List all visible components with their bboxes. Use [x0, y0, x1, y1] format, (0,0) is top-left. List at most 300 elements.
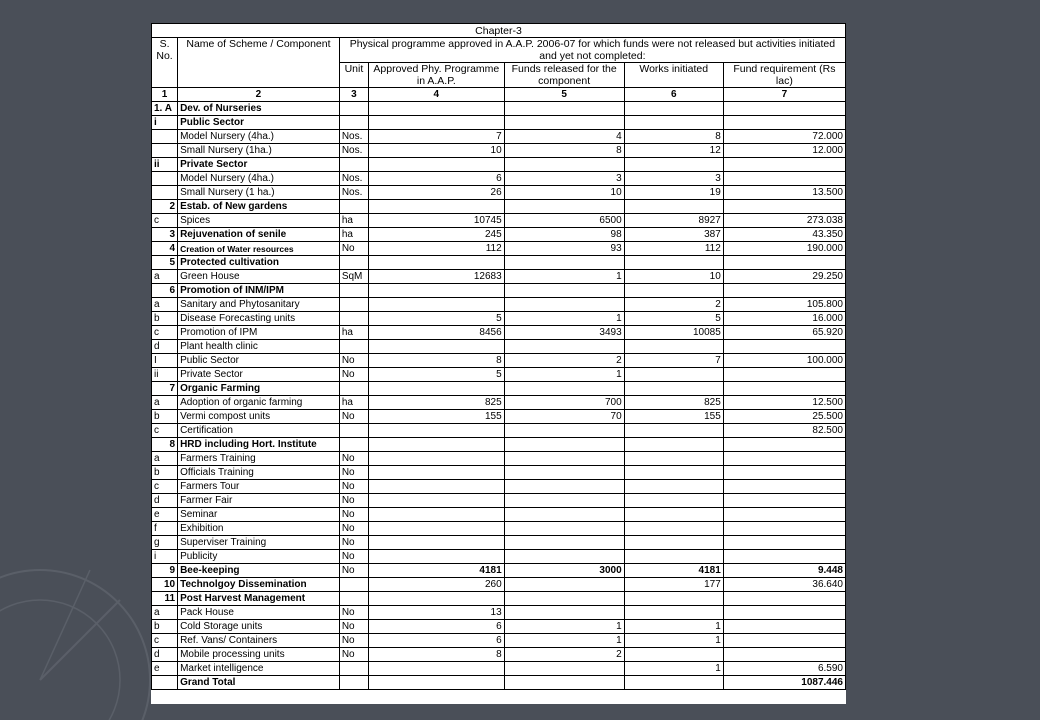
row-funds: 2	[504, 648, 624, 662]
row-name: Disease Forecasting units	[178, 312, 340, 326]
table-row	[152, 522, 846, 536]
table-row	[152, 424, 846, 438]
row-unit: No	[339, 564, 368, 578]
col-index: 7	[723, 88, 845, 102]
row-funds: 8	[504, 144, 624, 158]
row-unit: No	[339, 508, 368, 522]
row-requirement	[723, 200, 845, 214]
row-sno: I	[152, 354, 178, 368]
row-approved	[369, 550, 505, 564]
row-approved	[369, 662, 505, 676]
row-unit: Nos.	[339, 144, 368, 158]
row-funds	[504, 438, 624, 452]
row-approved	[369, 158, 505, 172]
table-row	[152, 620, 846, 634]
row-name: Farmers Training	[178, 452, 340, 466]
row-name: Seminar	[178, 508, 340, 522]
row-unit	[339, 312, 368, 326]
row-sno	[152, 676, 178, 690]
row-sno: ii	[152, 158, 178, 172]
row-funds	[504, 676, 624, 690]
table-row	[152, 634, 846, 648]
row-approved: 6	[369, 172, 505, 186]
table-row	[152, 256, 846, 270]
row-requirement: 72.000	[723, 130, 845, 144]
row-funds	[504, 452, 624, 466]
row-name: Rejuvenation of senile	[178, 228, 340, 242]
row-unit: No	[339, 410, 368, 424]
row-unit: Nos.	[339, 186, 368, 200]
row-funds	[504, 424, 624, 438]
row-approved: 8	[369, 648, 505, 662]
row-unit	[339, 438, 368, 452]
row-requirement	[723, 536, 845, 550]
row-works	[624, 466, 723, 480]
header-sno: S. No.	[152, 38, 178, 88]
table-row	[152, 648, 846, 662]
row-name: Public Sector	[178, 354, 340, 368]
row-approved	[369, 438, 505, 452]
row-approved: 825	[369, 396, 505, 410]
row-approved: 6	[369, 634, 505, 648]
row-approved: 13	[369, 606, 505, 620]
col-index: 3	[339, 88, 368, 102]
row-name: Technolgoy Dissemination	[178, 578, 340, 592]
row-approved: 260	[369, 578, 505, 592]
row-approved: 112	[369, 242, 505, 256]
row-unit	[339, 578, 368, 592]
row-approved	[369, 676, 505, 690]
row-unit	[339, 424, 368, 438]
row-sno: b	[152, 312, 178, 326]
row-name: Mobile processing units	[178, 648, 340, 662]
row-name: Grand Total	[178, 676, 340, 690]
row-works	[624, 116, 723, 130]
col-index: 1	[152, 88, 178, 102]
row-unit: No	[339, 354, 368, 368]
row-works	[624, 256, 723, 270]
table-row	[152, 354, 846, 368]
table-row	[152, 564, 846, 578]
table-row	[152, 284, 846, 298]
row-works	[624, 592, 723, 606]
row-funds: 1	[504, 620, 624, 634]
row-approved	[369, 480, 505, 494]
row-requirement	[723, 522, 845, 536]
header-physical: Physical programme approved in A.A.P. 2006-07 for which funds were not released but activities initiated and yet not completed:	[339, 38, 845, 63]
row-requirement	[723, 550, 845, 564]
row-requirement: 25.500	[723, 410, 845, 424]
row-works	[624, 200, 723, 214]
row-unit: SqM	[339, 270, 368, 284]
table-row	[152, 550, 846, 564]
table-row	[152, 158, 846, 172]
row-sno: 2	[152, 200, 178, 214]
row-unit: No	[339, 606, 368, 620]
row-works: 1	[624, 662, 723, 676]
row-funds	[504, 550, 624, 564]
row-sno: g	[152, 536, 178, 550]
row-sno: 3	[152, 228, 178, 242]
row-approved: 8	[369, 354, 505, 368]
row-unit: No	[339, 452, 368, 466]
row-works: 8927	[624, 214, 723, 228]
row-sno: b	[152, 466, 178, 480]
row-sno: i	[152, 116, 178, 130]
row-works	[624, 158, 723, 172]
row-approved: 5	[369, 368, 505, 382]
table-row	[152, 102, 846, 116]
row-sno: 7	[152, 382, 178, 396]
row-funds	[504, 662, 624, 676]
row-name: Small Nursery (1ha.)	[178, 144, 340, 158]
table-row	[152, 592, 846, 606]
row-name: Private Sector	[178, 368, 340, 382]
row-name: Certification	[178, 424, 340, 438]
row-approved	[369, 116, 505, 130]
row-works: 3	[624, 172, 723, 186]
row-name: Protected cultivation	[178, 256, 340, 270]
row-sno	[152, 172, 178, 186]
table-row	[152, 172, 846, 186]
row-unit	[339, 256, 368, 270]
col-index: 4	[369, 88, 505, 102]
spreadsheet-sheet	[151, 23, 846, 704]
row-unit: ha	[339, 228, 368, 242]
row-requirement	[723, 340, 845, 354]
row-unit	[339, 102, 368, 116]
row-sno: 6	[152, 284, 178, 298]
header-unit: Unit	[339, 63, 368, 88]
row-approved	[369, 494, 505, 508]
row-unit: No	[339, 242, 368, 256]
row-unit: Nos.	[339, 130, 368, 144]
row-approved	[369, 452, 505, 466]
table-row	[152, 312, 846, 326]
row-funds	[504, 298, 624, 312]
row-requirement: 13.500	[723, 186, 845, 200]
row-unit: No	[339, 466, 368, 480]
row-approved: 6	[369, 620, 505, 634]
row-sno: a	[152, 606, 178, 620]
row-name: HRD including Hort. Institute	[178, 438, 340, 452]
row-works: 8	[624, 130, 723, 144]
row-sno: a	[152, 396, 178, 410]
row-funds: 98	[504, 228, 624, 242]
row-approved: 7	[369, 130, 505, 144]
row-funds: 1	[504, 368, 624, 382]
table-row	[152, 396, 846, 410]
row-unit	[339, 340, 368, 354]
col-index: 2	[178, 88, 340, 102]
row-sno: e	[152, 662, 178, 676]
table-row	[152, 144, 846, 158]
row-funds: 10	[504, 186, 624, 200]
row-name: Plant health clinic	[178, 340, 340, 354]
table-row	[152, 606, 846, 620]
row-works	[624, 606, 723, 620]
row-sno: c	[152, 480, 178, 494]
row-requirement	[723, 452, 845, 466]
row-unit: No	[339, 634, 368, 648]
row-approved	[369, 424, 505, 438]
row-requirement	[723, 508, 845, 522]
row-sno: 5	[152, 256, 178, 270]
row-works	[624, 508, 723, 522]
table-row	[152, 536, 846, 550]
row-works: 10085	[624, 326, 723, 340]
row-funds	[504, 578, 624, 592]
row-approved	[369, 102, 505, 116]
row-funds	[504, 382, 624, 396]
row-unit: Nos.	[339, 172, 368, 186]
table-row	[152, 116, 846, 130]
row-name: Post Harvest Management	[178, 592, 340, 606]
row-unit	[339, 592, 368, 606]
row-name: Publicity	[178, 550, 340, 564]
row-sno: 10	[152, 578, 178, 592]
row-works: 177	[624, 578, 723, 592]
chapter-title: Chapter-3	[152, 24, 846, 38]
row-unit: ha	[339, 396, 368, 410]
row-requirement	[723, 648, 845, 662]
row-requirement	[723, 368, 845, 382]
row-approved: 4181	[369, 564, 505, 578]
row-approved: 10	[369, 144, 505, 158]
row-works	[624, 550, 723, 564]
row-name: Promotion of IPM	[178, 326, 340, 340]
row-requirement	[723, 620, 845, 634]
row-works	[624, 438, 723, 452]
row-approved: 10745	[369, 214, 505, 228]
row-approved: 245	[369, 228, 505, 242]
row-works	[624, 284, 723, 298]
row-requirement	[723, 592, 845, 606]
row-approved: 8456	[369, 326, 505, 340]
table-row	[152, 200, 846, 214]
table-row	[152, 676, 846, 690]
row-works	[624, 340, 723, 354]
row-requirement	[723, 158, 845, 172]
row-funds	[504, 116, 624, 130]
row-sno: 1. A	[152, 102, 178, 116]
row-funds: 93	[504, 242, 624, 256]
row-approved	[369, 508, 505, 522]
row-requirement: 1087.446	[723, 676, 845, 690]
row-funds	[504, 158, 624, 172]
row-requirement	[723, 480, 845, 494]
row-name: Promotion of INM/IPM	[178, 284, 340, 298]
row-sno: e	[152, 508, 178, 522]
row-requirement: 9.448	[723, 564, 845, 578]
row-funds: 3000	[504, 564, 624, 578]
row-requirement: 65.920	[723, 326, 845, 340]
row-works: 5	[624, 312, 723, 326]
row-funds	[504, 102, 624, 116]
row-unit: No	[339, 522, 368, 536]
row-works: 2	[624, 298, 723, 312]
row-sno: c	[152, 326, 178, 340]
row-works: 19	[624, 186, 723, 200]
row-approved	[369, 466, 505, 480]
row-funds	[504, 340, 624, 354]
row-funds	[504, 256, 624, 270]
table-row	[152, 228, 846, 242]
row-unit: No	[339, 368, 368, 382]
row-unit	[339, 200, 368, 214]
col-index: 5	[504, 88, 624, 102]
table-row	[152, 494, 846, 508]
row-requirement	[723, 634, 845, 648]
row-requirement	[723, 438, 845, 452]
row-unit: ha	[339, 326, 368, 340]
title-row	[152, 24, 846, 38]
row-requirement	[723, 606, 845, 620]
row-name: Public Sector	[178, 116, 340, 130]
row-approved: 12683	[369, 270, 505, 284]
row-sno: d	[152, 340, 178, 354]
row-unit	[339, 382, 368, 396]
row-works	[624, 676, 723, 690]
row-funds	[504, 508, 624, 522]
row-name: Model Nursery (4ha.)	[178, 130, 340, 144]
row-works: 1	[624, 620, 723, 634]
row-approved	[369, 256, 505, 270]
row-requirement	[723, 382, 845, 396]
row-requirement: 12.000	[723, 144, 845, 158]
row-unit: No	[339, 480, 368, 494]
row-name: Dev. of Nurseries	[178, 102, 340, 116]
row-approved	[369, 522, 505, 536]
row-sno: f	[152, 522, 178, 536]
table-row	[152, 326, 846, 340]
row-sno: 8	[152, 438, 178, 452]
row-approved	[369, 340, 505, 354]
row-funds: 700	[504, 396, 624, 410]
row-approved	[369, 592, 505, 606]
row-approved: 5	[369, 312, 505, 326]
row-name: Adoption of organic farming	[178, 396, 340, 410]
row-name: Pack House	[178, 606, 340, 620]
row-funds	[504, 480, 624, 494]
table-row	[152, 368, 846, 382]
row-funds	[504, 466, 624, 480]
row-funds: 1	[504, 312, 624, 326]
table-row	[152, 466, 846, 480]
table-row	[152, 452, 846, 466]
header-funds: Funds released for the component	[504, 63, 624, 88]
header-approved: Approved Phy. Programme in A.A.P.	[369, 63, 505, 88]
table-row	[152, 662, 846, 676]
row-requirement: 43.350	[723, 228, 845, 242]
row-funds	[504, 284, 624, 298]
row-sno: 9	[152, 564, 178, 578]
table-row	[152, 214, 846, 228]
row-requirement: 105.800	[723, 298, 845, 312]
row-works: 10	[624, 270, 723, 284]
row-sno: b	[152, 410, 178, 424]
row-works: 7	[624, 354, 723, 368]
row-unit	[339, 116, 368, 130]
table-row	[152, 130, 846, 144]
row-name: Market intelligence	[178, 662, 340, 676]
row-works	[624, 480, 723, 494]
table-row	[152, 480, 846, 494]
row-approved: 155	[369, 410, 505, 424]
row-works: 12	[624, 144, 723, 158]
row-requirement	[723, 172, 845, 186]
row-name: Superviser Training	[178, 536, 340, 550]
row-sno: c	[152, 214, 178, 228]
row-name: Exhibition	[178, 522, 340, 536]
row-works	[624, 368, 723, 382]
table-row	[152, 438, 846, 452]
row-requirement: 82.500	[723, 424, 845, 438]
row-sno: c	[152, 424, 178, 438]
row-name: Ref. Vans/ Containers	[178, 634, 340, 648]
row-sno: 11	[152, 592, 178, 606]
row-name: Bee-keeping	[178, 564, 340, 578]
row-requirement: 16.000	[723, 312, 845, 326]
table-row	[152, 270, 846, 284]
row-unit: No	[339, 648, 368, 662]
row-funds: 3493	[504, 326, 624, 340]
table-row	[152, 242, 846, 256]
row-funds: 1	[504, 634, 624, 648]
row-requirement: 6.590	[723, 662, 845, 676]
row-name: Farmer Fair	[178, 494, 340, 508]
row-name: Organic Farming	[178, 382, 340, 396]
row-works	[624, 382, 723, 396]
row-works: 1	[624, 634, 723, 648]
row-sno: c	[152, 634, 178, 648]
row-funds: 6500	[504, 214, 624, 228]
row-requirement	[723, 256, 845, 270]
row-unit	[339, 662, 368, 676]
row-unit: ha	[339, 214, 368, 228]
column-index-row	[152, 88, 846, 102]
row-unit	[339, 676, 368, 690]
row-approved	[369, 536, 505, 550]
header-row-1	[152, 38, 846, 63]
header-name: Name of Scheme / Component	[178, 38, 340, 88]
row-unit: No	[339, 494, 368, 508]
row-approved: 26	[369, 186, 505, 200]
row-name: Officials Training	[178, 466, 340, 480]
row-name: Small Nursery (1 ha.)	[178, 186, 340, 200]
row-requirement: 29.250	[723, 270, 845, 284]
row-sno	[152, 144, 178, 158]
col-index: 6	[624, 88, 723, 102]
row-works	[624, 522, 723, 536]
row-requirement: 190.000	[723, 242, 845, 256]
row-works	[624, 494, 723, 508]
row-sno: ii	[152, 368, 178, 382]
row-sno	[152, 130, 178, 144]
row-approved	[369, 298, 505, 312]
row-requirement	[723, 116, 845, 130]
scheme-table	[151, 23, 846, 690]
row-sno	[152, 186, 178, 200]
row-funds	[504, 592, 624, 606]
row-unit	[339, 298, 368, 312]
table-row	[152, 410, 846, 424]
table-row	[152, 340, 846, 354]
table-row	[152, 186, 846, 200]
row-sno: b	[152, 620, 178, 634]
row-funds	[504, 536, 624, 550]
row-funds: 2	[504, 354, 624, 368]
